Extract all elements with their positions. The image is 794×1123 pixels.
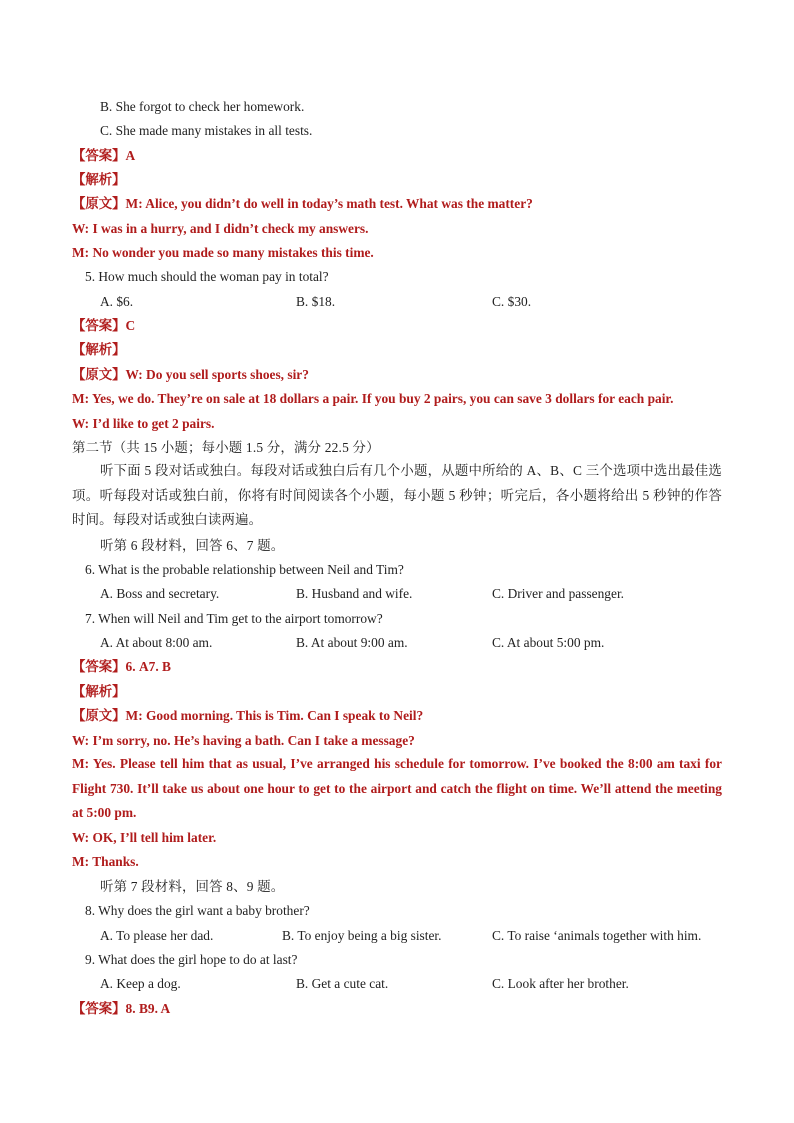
q6-option-b: B. Husband and wife. xyxy=(296,586,413,601)
q8-question: 8. Why does the girl want a baby brother? xyxy=(85,903,310,918)
q67-script-line: 【原文】M: Good morning. This is Tim. Can I speak to Neil? xyxy=(72,708,424,723)
q4-option-b: B. She forgot to check her homework. xyxy=(100,99,305,114)
q4-script-line: W: I was in a hurry, and I didn’t check my answers. xyxy=(72,221,369,236)
q5-option-a: A. $6. xyxy=(100,294,134,309)
q4-script-line: M: No wonder you made so many mistakes this time. xyxy=(72,245,374,260)
q4-script-line: 【原文】M: Alice, you didn’t do well in today’s math test. What was the matter? xyxy=(72,196,533,211)
q5-option-b: B. $18. xyxy=(296,294,336,309)
q4-answer: 【答案】A xyxy=(72,148,136,163)
q6-question: 6. What is the probable relationship between Neil and Tim? xyxy=(85,562,404,577)
q8-option-c: C. To raise ‘animals together with him. xyxy=(492,928,702,943)
q9-option-b: B. Get a cute cat. xyxy=(296,976,389,991)
q67-answer: 【答案】6. A7. B xyxy=(72,659,171,674)
q67-analysis-label: 【解析】 xyxy=(72,684,126,699)
section2-heading: 第二节（共 15 小题；每小题 1.5 分，满分 22.5 分） xyxy=(72,440,380,455)
section2-instructions: 听下面 5 段对话或独白。每段对话或独白后有几个小题，从题中所给的 A、B、C 三个选项中选出最佳选项。听每段对话或独白前，你将有时间阅读各个小题，每小题 5 秒钟；听完后，各小题将给出 5 秒钟的作答时间。每段对话或独白读两遍。 xyxy=(72,463,722,527)
q7-option-a: A. At about 8:00 am. xyxy=(100,635,213,650)
q6-option-a: A. Boss and secretary. xyxy=(100,586,220,601)
material6-intro: 听第 6 段材料，回答 6、7 题。 xyxy=(100,538,285,553)
q4-option-c: C. She made many mistakes in all tests. xyxy=(100,123,313,138)
q5-script-line: M: Yes, we do. They’re on sale at 18 dollars a pair. If you buy 2 pairs, you can save 3 dollars for each pair. xyxy=(72,391,674,406)
material7-intro: 听第 7 段材料，回答 8、9 题。 xyxy=(100,879,285,894)
q6-option-c: C. Driver and passenger. xyxy=(492,586,625,601)
q7-option-b: B. At about 9:00 am. xyxy=(296,635,408,650)
q5-script-line: 【原文】W: Do you sell sports shoes, sir? xyxy=(72,367,309,382)
q7-question: 7. When will Neil and Tim get to the airport tomorrow? xyxy=(85,611,383,626)
q8-option-b: B. To enjoy being a big sister. xyxy=(282,928,442,943)
q7-option-c: C. At about 5:00 pm. xyxy=(492,635,605,650)
q4-analysis-label: 【解析】 xyxy=(72,172,126,187)
q67-script-line: W: I’m sorry, no. He’s having a bath. Can I take a message? xyxy=(72,733,415,748)
q5-answer: 【答案】C xyxy=(72,318,136,333)
q67-script-line: W: OK, I’ll tell him later. xyxy=(72,830,217,845)
q67-script-line: M: Thanks. xyxy=(72,854,139,869)
q9-option-a: A. Keep a dog. xyxy=(100,976,181,991)
q5-option-c: C. $30. xyxy=(492,294,532,309)
q8-option-a: A. To please her dad. xyxy=(100,928,214,943)
q9-question: 9. What does the girl hope to do at last? xyxy=(85,952,298,967)
q5-question: 5. How much should the woman pay in total? xyxy=(85,269,329,284)
q89-answer: 【答案】8. B9. A xyxy=(72,1001,171,1016)
q67-script-paragraph: M: Yes. Please tell him that as usual, I’ve arranged his schedule for tomorrow. I’ve booked the 8:00 am taxi for Flight 730. It’ll take us about one hour to get to the airport and catch the flight on time. We’ll attend the meeting at 5:00 pm. xyxy=(72,756,722,820)
q5-analysis-label: 【解析】 xyxy=(72,342,126,357)
q9-option-c: C. Look after her brother. xyxy=(492,976,629,991)
q5-script-line: W: I’d like to get 2 pairs. xyxy=(72,416,215,431)
